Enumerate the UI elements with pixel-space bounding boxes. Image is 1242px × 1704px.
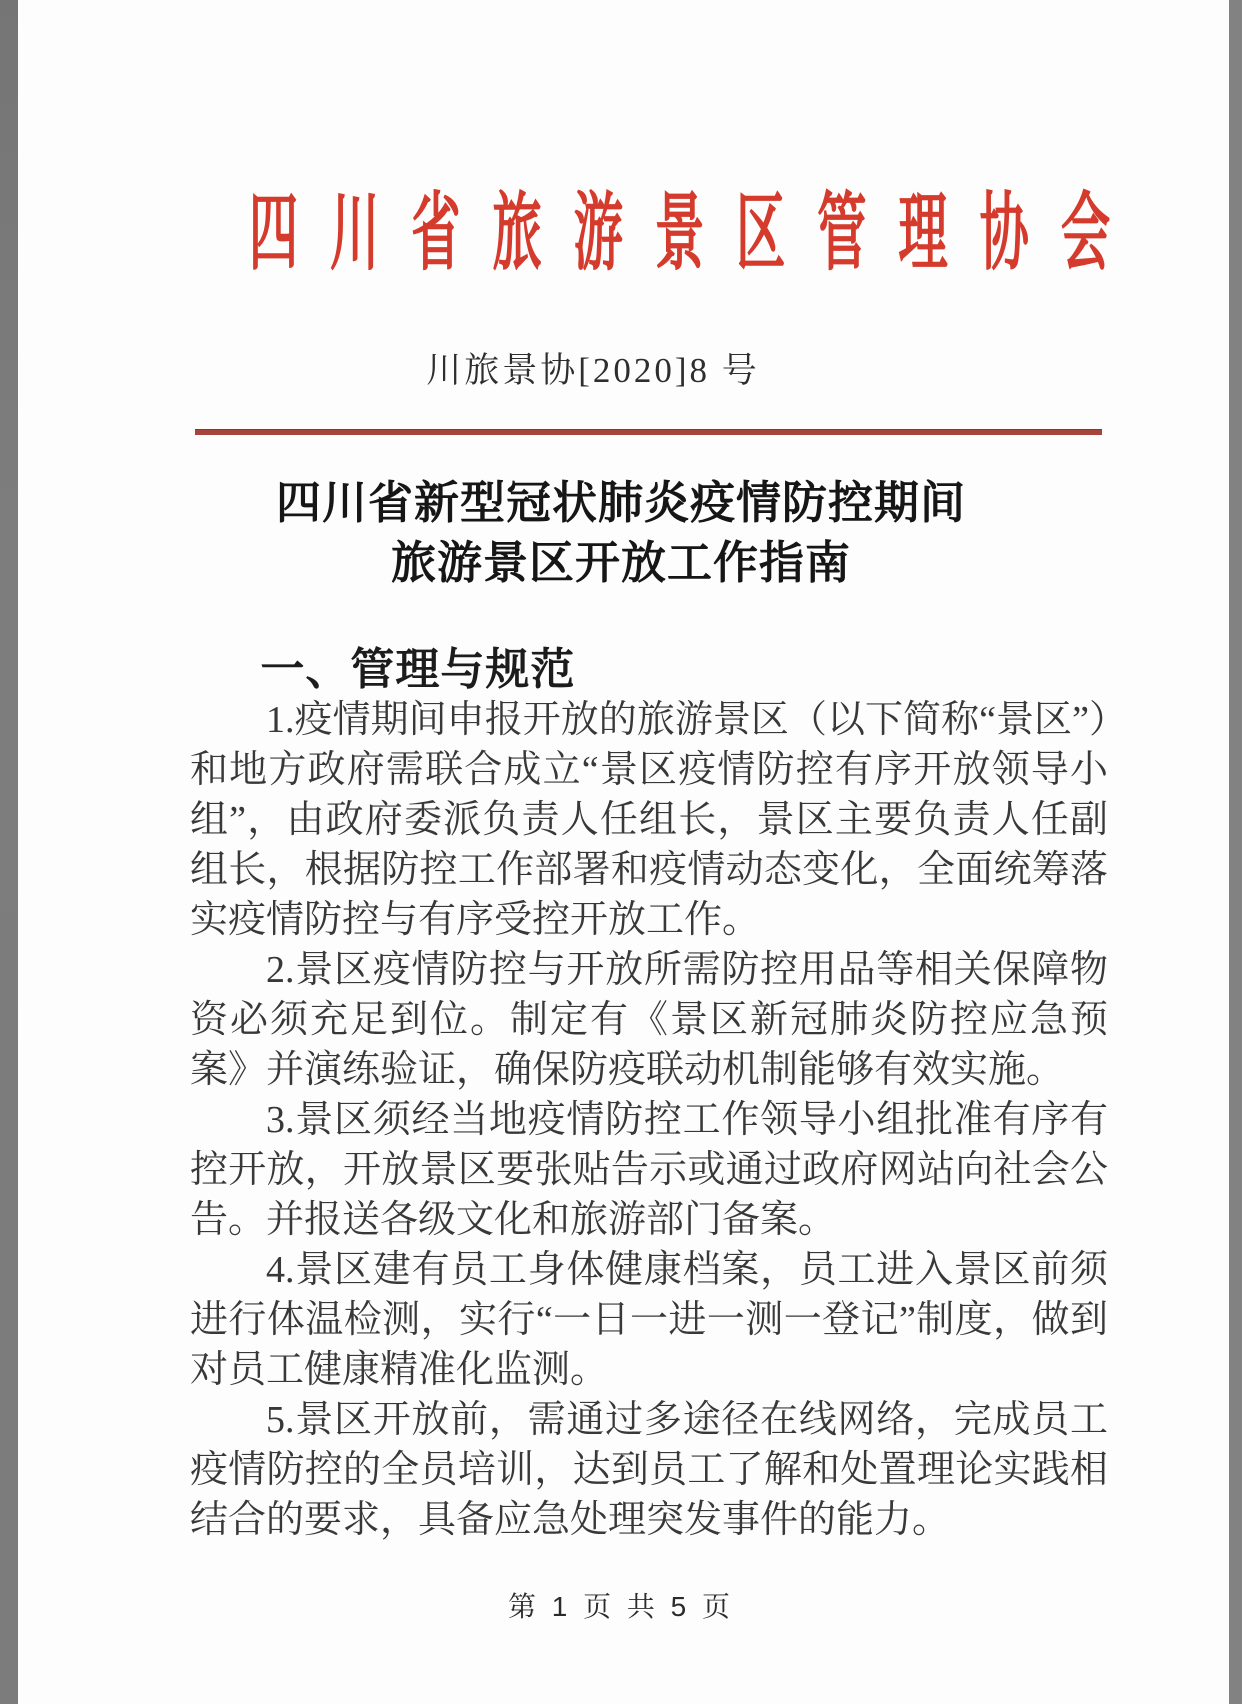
body-paragraph-3: 3.景区须经当地疫情防控工作领导小组批准有序有控开放，开放景区要张贴告示或通过政府网站向社会公告。并报送各级文化和旅游部门备案。 xyxy=(190,1099,1108,1241)
scan-edge-left xyxy=(0,0,18,1704)
body-paragraph-4: 4.景区建有员工身体健康档案，员工进入景区前须进行体温检测，实行“一日一进一测一登记”制度，做到对员工健康精准化监测。 xyxy=(190,1249,1108,1391)
section-heading: 一、管理与规范 xyxy=(260,645,576,694)
body-paragraph-2: 2.景区疫情防控与开放所需防控用品等相关保障物资必须充足到位。制定有《景区新冠肺炎防控应急预案》并演练验证，确保防疫联动机制能够有效实施。 xyxy=(190,949,1108,1091)
letterhead-divider-rule xyxy=(195,429,1102,435)
document-title-line2: 旅游景区开放工作指南 xyxy=(390,537,851,588)
body-paragraph-1: 1.疫情期间申报开放的旅游景区（以下简称“景区”）和地方政府需联合成立“景区疫情防控有序开放领导小组”，由政府委派负责人任组长，景区主要负责人任副组长，根据防控工作部署和疫情动态变化，全面统筹落实疫情防控与有序受控开放工作。 xyxy=(190,699,1108,941)
body-paragraph-5: 5.景区开放前，需通过多途径在线网络，完成员工疫情防控的全员培训，达到员工了解和处置理论实践相结合的要求，具备应急处理突发事件的能力。 xyxy=(190,1399,1108,1541)
letterhead-org-name: 四川省旅游景区管理协会 xyxy=(248,187,1143,281)
document-body xyxy=(190,645,1108,1545)
document-title xyxy=(0,473,1242,593)
scan-edge-right xyxy=(1229,0,1242,1704)
page-number-footer: 第 1 页 共 5 页 xyxy=(507,1591,735,1622)
document-title-line1: 四川省新型冠状肺炎疫情防控期间 xyxy=(275,477,966,528)
document-number: 川旅景协[2020]8 号 xyxy=(426,351,760,390)
